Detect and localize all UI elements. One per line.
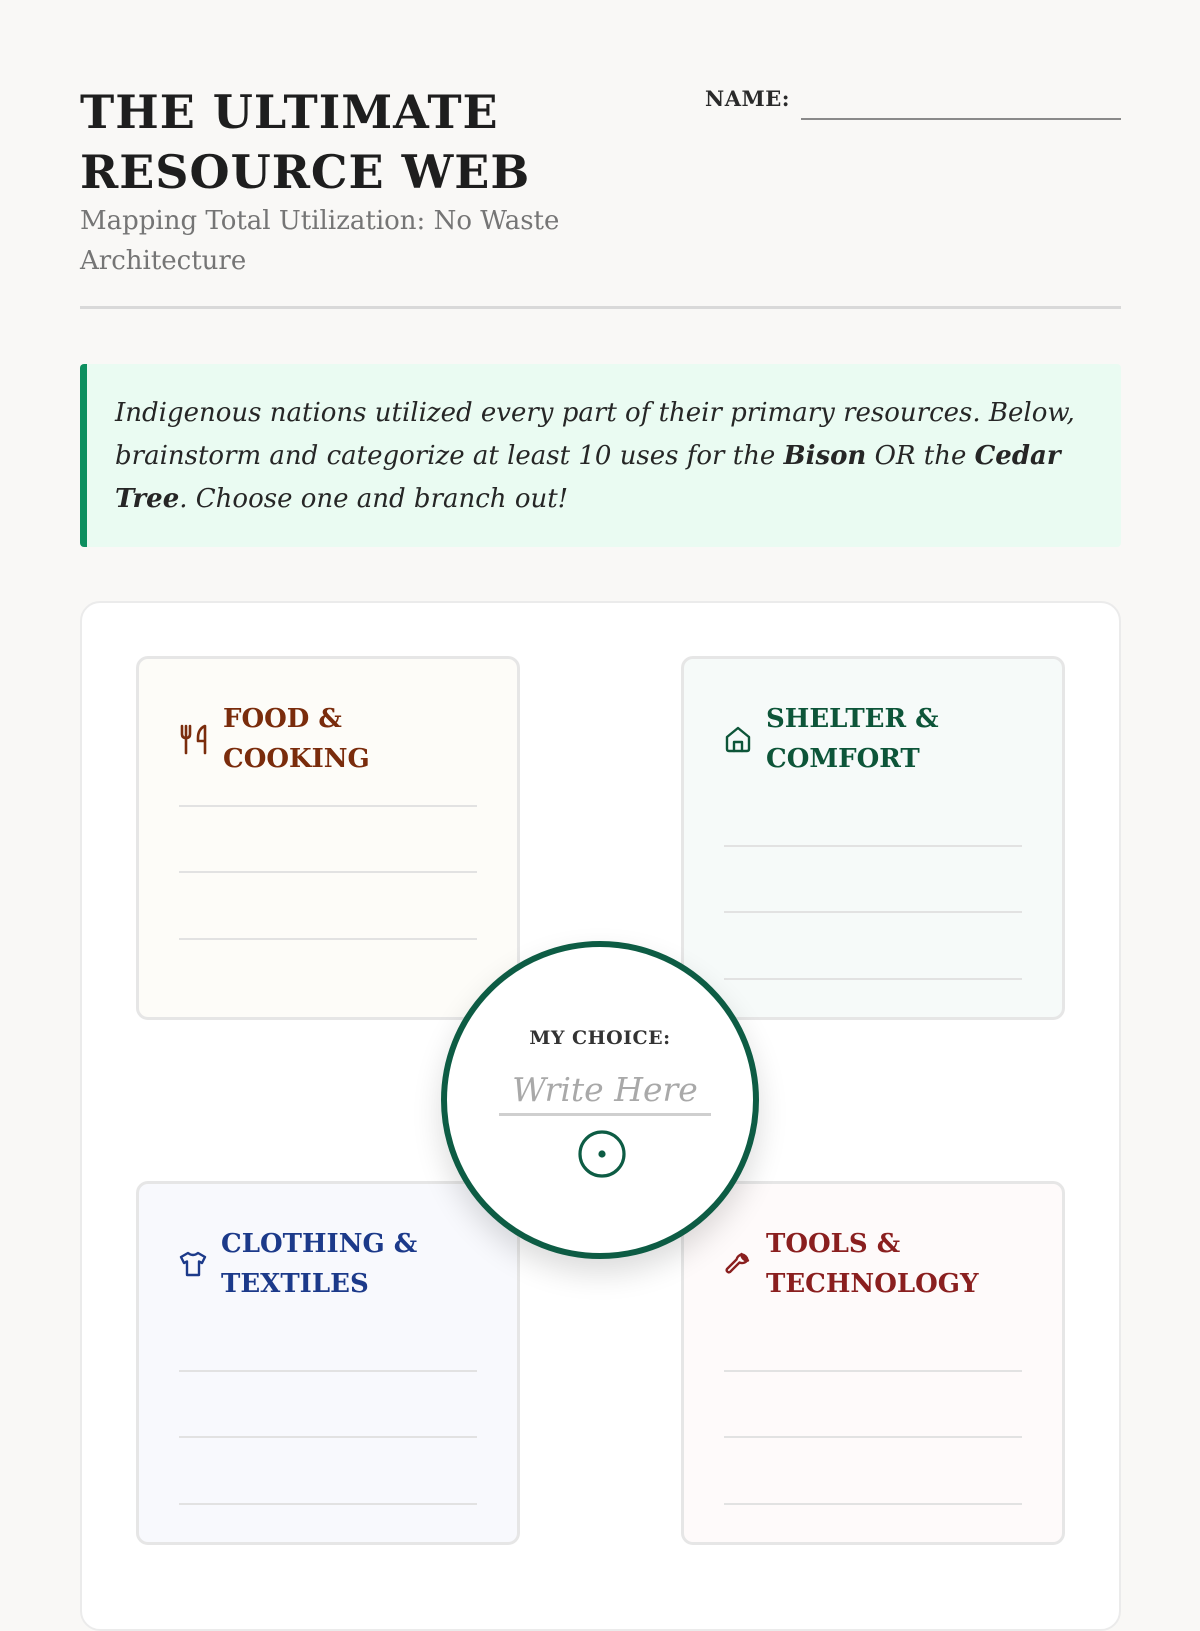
- category-card-tools: [681, 1181, 1065, 1545]
- wrench-icon: [724, 1250, 752, 1278]
- home-icon: [724, 725, 752, 753]
- name-label: NAME:: [705, 86, 790, 111]
- name-write-line[interactable]: [801, 118, 1121, 120]
- write-line[interactable]: [179, 1436, 477, 1438]
- write-line[interactable]: [179, 1370, 477, 1372]
- header-divider: [80, 306, 1121, 309]
- category-label: SHELTER & COMFORT: [766, 704, 939, 774]
- category-card-food: [136, 656, 520, 1020]
- write-line[interactable]: [724, 1503, 1022, 1505]
- write-line[interactable]: [179, 1503, 477, 1505]
- category-card-clothing: [136, 1181, 520, 1545]
- write-line[interactable]: [724, 1436, 1022, 1438]
- page-subtitle: Mapping Total Utilization: No Waste Architecture: [80, 206, 560, 276]
- target-icon: [577, 1129, 627, 1183]
- choice-input[interactable]: [499, 1065, 711, 1116]
- category-label: CLOTHING & TEXTILES: [221, 1229, 418, 1299]
- write-line[interactable]: [179, 938, 477, 940]
- write-line[interactable]: [724, 845, 1022, 847]
- page-title: THE ULTIMATE RESOURCE WEB: [80, 85, 531, 199]
- instructions-callout: Indigenous nations utilized every part of their primary resources. Below, brainstorm and categorize at least 10 uses for the Bison OR the Cedar Tree. Choose one and branch out!: [80, 364, 1121, 547]
- choice-circle: [441, 941, 759, 1259]
- choice-label: MY CHOICE:: [529, 1027, 671, 1049]
- instructions-text: Indigenous nations utilized every part of their primary resources. Below, brainstorm and categorize at least 10 uses for the: [115, 398, 1075, 471]
- write-line[interactable]: [724, 911, 1022, 913]
- bison-option: Bison: [783, 441, 867, 471]
- write-line[interactable]: [179, 805, 477, 807]
- utensils-icon: [179, 723, 209, 755]
- cedar-option: Cedar Tree: [115, 441, 1061, 514]
- write-line[interactable]: [724, 1370, 1022, 1372]
- write-line[interactable]: [724, 978, 1022, 980]
- category-label: FOOD & COOKING: [223, 704, 370, 774]
- shirt-icon: [179, 1250, 207, 1278]
- write-line[interactable]: [179, 871, 477, 873]
- category-label: TOOLS & TECHNOLOGY: [766, 1229, 979, 1299]
- category-card-shelter: [681, 656, 1065, 1020]
